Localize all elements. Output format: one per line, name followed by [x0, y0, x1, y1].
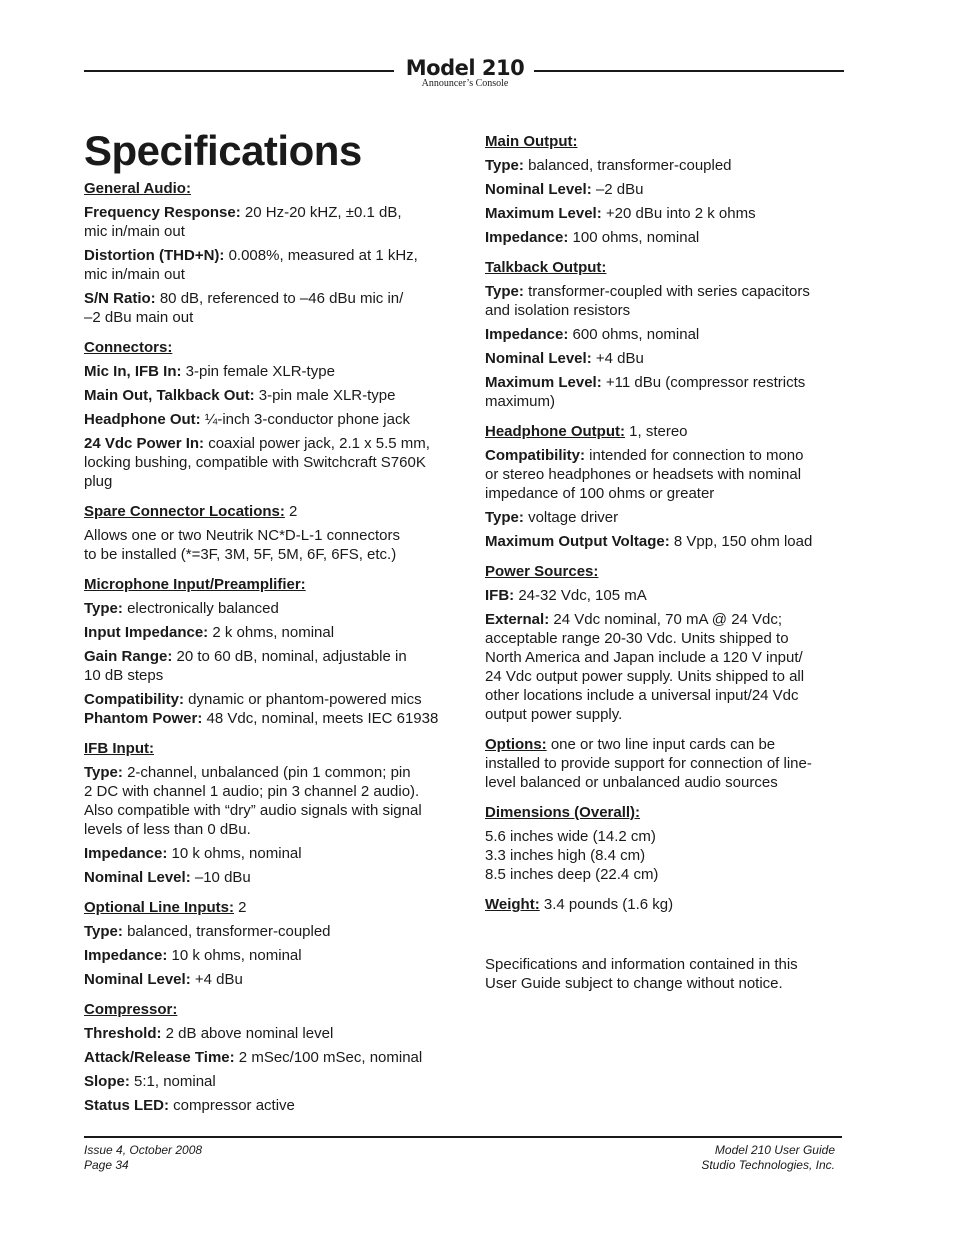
spec-power-external [485, 610, 845, 724]
spec-options [485, 735, 845, 792]
spec-value: other locations include a universal input/24 Vdc [485, 687, 799, 704]
spec-value: 1, stereo [624, 423, 688, 440]
spec-value: 80 dB, referenced to –46 dBu mic in/ [155, 290, 404, 307]
spec-value: 5:1, nominal [129, 1073, 216, 1090]
spec-value: 2 [234, 899, 247, 916]
spec-value: 24-32 Vdc, 105 mA [514, 587, 647, 604]
footer-right [701, 1143, 835, 1173]
spec-value: 5.6 inches wide (14.2 cm) [485, 828, 656, 845]
model-logo [404, 55, 526, 89]
spec-value: intended for connection to mono [585, 447, 804, 464]
spec-main-type [485, 156, 845, 175]
general-audio-heading: General Audio: [84, 180, 191, 197]
spec-value: compressor active [169, 1097, 295, 1114]
spec-value: 600 ohms, nominal [568, 326, 700, 343]
spec-value: North America and Japan include a 120 V input/ [485, 649, 803, 666]
model-title: Model 210 [405, 56, 525, 80]
spec-value: 2 mSec/100 mSec, nominal [234, 1049, 423, 1066]
spec-value: voltage driver [523, 509, 619, 526]
spec-label: Impedance: [84, 947, 168, 964]
spec-line-level [84, 970, 464, 989]
spec-value: mic in/main out [84, 223, 185, 240]
spec-value: +4 dBu [190, 971, 243, 988]
spec-value: mic in/main out [84, 266, 185, 283]
spec-value: +11 dBu (compressor restricts [601, 374, 806, 391]
spec-spare-text [84, 526, 464, 564]
spec-label: Nominal Level: [485, 181, 592, 198]
section-heading [485, 422, 845, 441]
right-column [485, 132, 845, 993]
power-sources-heading: Power Sources: [485, 563, 599, 580]
spec-power-in [84, 434, 464, 491]
connectors-heading: Connectors: [84, 339, 173, 356]
section-heading [84, 739, 464, 758]
spec-label: Type: [485, 509, 524, 526]
spec-value: maximum) [485, 393, 555, 410]
page-title: Specifications [84, 127, 362, 174]
spec-value: 3.4 pounds (1.6 kg) [539, 896, 674, 913]
spec-value: balanced, transformer-coupled [523, 157, 732, 174]
spec-ifb-type [84, 763, 464, 839]
spec-value: 0.008%, measured at 1 kHz, [224, 247, 418, 264]
dimensions-heading: Dimensions (Overall): [485, 804, 641, 821]
spec-label: Distortion (THD+N): [84, 247, 225, 264]
spec-label: Gain Range: [84, 648, 173, 665]
spec-label: Threshold: [84, 1025, 162, 1042]
spec-label: Slope: [84, 1073, 130, 1090]
section-heading [485, 803, 845, 822]
spec-label: 24 Vdc Power In: [84, 435, 205, 452]
spec-label: Nominal Level: [485, 350, 592, 367]
spec-value: or stereo headphones or headsets with nominal [485, 466, 802, 483]
spec-label: Compatibility: [84, 691, 184, 708]
spec-label: Frequency Response: [84, 204, 241, 221]
spec-gain-range [84, 647, 464, 685]
spec-label: Impedance: [84, 845, 168, 862]
talkback-output-heading: Talkback Output: [485, 259, 607, 276]
section-heading [485, 132, 845, 151]
section-heading [84, 898, 464, 917]
spec-value: electronically balanced [122, 600, 279, 617]
spec-value: 24 Vdc nominal, 70 mA @ 24 Vdc; [549, 611, 783, 628]
spec-value: Also compatible with “dry” audio signals with signal [84, 802, 422, 819]
spec-sn-ratio [84, 289, 464, 327]
spec-mic-in [84, 362, 464, 381]
change-notice [485, 955, 845, 993]
spec-value: one or two line input cards can be [546, 736, 776, 753]
spec-value: dynamic or phantom-powered mics [184, 691, 422, 708]
spec-value: ¼-inch 3-conductor phone jack [200, 411, 410, 428]
header-rule-right [534, 70, 844, 72]
mic-preamp-heading: Microphone Input/Preamplifier: [84, 576, 306, 593]
header-rule-left [84, 70, 394, 72]
spec-value: to be installed (*=3F, 3M, 5F, 5M, 6F, 6FS, etc.) [84, 546, 397, 563]
spec-main-impedance [485, 228, 845, 247]
footer-company: Studio Technologies, Inc. [701, 1158, 835, 1172]
spec-talkback-max [485, 373, 845, 411]
footer-rule [84, 1136, 842, 1138]
spec-headphone-out [84, 410, 464, 429]
section-heading [84, 179, 464, 198]
spec-distortion [84, 246, 464, 284]
spare-connector-heading: Spare Connector Locations: [84, 503, 285, 520]
spec-value: transformer-coupled with series capacitors [523, 283, 810, 300]
spec-talkback-type [485, 282, 845, 320]
spec-label: Nominal Level: [84, 971, 191, 988]
spec-value: 10 dB steps [84, 667, 164, 684]
spec-value: –2 dBu main out [84, 309, 194, 326]
spec-power-ifb [485, 586, 845, 605]
spec-slope [84, 1072, 464, 1091]
spec-value: 100 ohms, nominal [568, 229, 700, 246]
spec-value: 48 Vdc, nominal, meets IEC 61938 [202, 710, 439, 727]
spec-value: 20 Hz-20 kHZ, ±0.1 dB, [240, 204, 402, 221]
spec-label: Input Impedance: [84, 624, 209, 641]
footer-page-number: Page 34 [84, 1158, 129, 1172]
main-output-heading: Main Output: [485, 133, 578, 150]
spec-value: 2 DC with channel 1 audio; pin 3 channel 2 audio). [84, 783, 420, 800]
compressor-heading: Compressor: [84, 1001, 178, 1018]
spec-label: Maximum Output Voltage: [485, 533, 670, 550]
weight-heading: Weight: [485, 896, 540, 913]
spec-value: +20 dBu into 2 k ohms [601, 205, 756, 222]
model-subtitle: Announcer’s Console [421, 78, 509, 89]
spec-label: S/N Ratio: [84, 290, 156, 307]
spec-value: impedance of 100 ohms or greater [485, 485, 715, 502]
section-heading [84, 338, 464, 357]
spec-line-type [84, 922, 464, 941]
spec-value: 3-pin male XLR-type [254, 387, 396, 404]
headphone-output-heading: Headphone Output: [485, 423, 625, 440]
spec-talkback-level [485, 349, 845, 368]
spec-value: 8.5 inches deep (22.4 cm) [485, 866, 659, 883]
spec-ifb-level [84, 868, 464, 887]
section-heading [84, 1000, 464, 1019]
spec-main-max [485, 204, 845, 223]
spec-label: Maximum Level: [485, 374, 602, 391]
spec-ifb-impedance [84, 844, 464, 863]
spec-status-led [84, 1096, 464, 1115]
left-column [84, 179, 464, 1115]
ifb-input-heading: IFB Input: [84, 740, 154, 757]
spec-label: Mic In, IFB In: [84, 363, 182, 380]
spec-value: 3.3 inches high (8.4 cm) [485, 847, 646, 864]
spec-value: +4 dBu [591, 350, 644, 367]
spec-label: Phantom Power: [84, 710, 203, 727]
spec-label: Impedance: [485, 229, 569, 246]
spec-hp-compat [485, 446, 845, 503]
footer-left [84, 1143, 202, 1173]
spec-label: Maximum Level: [485, 205, 602, 222]
spec-label: Type: [84, 923, 123, 940]
spec-label: Headphone Out: [84, 411, 201, 428]
spec-compatibility [84, 690, 464, 728]
spec-label: External: [485, 611, 550, 628]
spec-main-out [84, 386, 464, 405]
section-heading [84, 575, 464, 594]
spec-value: and isolation resistors [485, 302, 631, 319]
options-heading: Options: [485, 736, 547, 753]
spec-value: 3-pin female XLR-type [181, 363, 335, 380]
spec-attack-release [84, 1048, 464, 1067]
spec-value: 8 Vpp, 150 ohm load [669, 533, 813, 550]
spec-value: plug [84, 473, 113, 490]
spec-value: levels of less than 0 dBu. [84, 821, 251, 838]
spec-value: –10 dBu [190, 869, 251, 886]
spec-value: coaxial power jack, 2.1 x 5.5 mm, [204, 435, 430, 452]
spec-label: Type: [485, 283, 524, 300]
spec-value: 10 k ohms, nominal [167, 947, 302, 964]
spec-value: 2-channel, unbalanced (pin 1 common; pin [122, 764, 411, 781]
spec-main-level [485, 180, 845, 199]
spec-weight [485, 895, 845, 914]
spec-label: Impedance: [485, 326, 569, 343]
spec-label: Type: [84, 764, 123, 781]
section-heading [485, 258, 845, 277]
spec-value: locking bushing, compatible with Switchcraft S760K [84, 454, 426, 471]
spec-label: Attack/Release Time: [84, 1049, 235, 1066]
spec-value: 20 to 60 dB, nominal, adjustable in [172, 648, 407, 665]
spec-label: Type: [84, 600, 123, 617]
spec-frequency-response [84, 203, 464, 241]
spec-talkback-impedance [485, 325, 845, 344]
notice-text: Specifications and information contained in this [485, 956, 798, 973]
spec-value: 10 k ohms, nominal [167, 845, 302, 862]
spec-value: 24 Vdc output power supply. Units shipped to all [485, 668, 805, 685]
spec-value: acceptable range 20-30 Vdc. Units shipped to [485, 630, 789, 647]
footer-guide-title: Model 210 User Guide [714, 1143, 835, 1157]
spec-label: Compatibility: [485, 447, 585, 464]
spec-value: –2 dBu [591, 181, 644, 198]
spec-mic-impedance [84, 623, 464, 642]
spec-value: output power supply. [485, 706, 623, 723]
spec-hp-type [485, 508, 845, 527]
spec-hp-max [485, 532, 845, 551]
spec-label: IFB: [485, 587, 515, 604]
spec-label: Main Out, Talkback Out: [84, 387, 255, 404]
spec-value: 2 k ohms, nominal [208, 624, 335, 641]
spec-label: Status LED: [84, 1097, 170, 1114]
spec-threshold [84, 1024, 464, 1043]
spec-mic-type [84, 599, 464, 618]
spec-dimensions [485, 827, 845, 884]
section-heading [485, 562, 845, 581]
spec-value: installed to provide support for connection of line- [485, 755, 812, 772]
notice-text: User Guide subject to change without notice. [485, 975, 783, 992]
spec-value: 2 [284, 503, 298, 520]
footer-issue: Issue 4, October 2008 [84, 1143, 203, 1157]
spec-value: Allows one or two Neutrik NC*D-L-1 connectors [84, 527, 400, 544]
spec-label: Type: [485, 157, 524, 174]
spec-label: Nominal Level: [84, 869, 191, 886]
spec-line-impedance [84, 946, 464, 965]
spec-value: level balanced or unbalanced audio sources [485, 774, 778, 791]
spec-value: balanced, transformer-coupled [122, 923, 331, 940]
spec-value: 2 dB above nominal level [161, 1025, 334, 1042]
line-inputs-heading: Optional Line Inputs: [84, 899, 234, 916]
section-heading [84, 502, 464, 521]
